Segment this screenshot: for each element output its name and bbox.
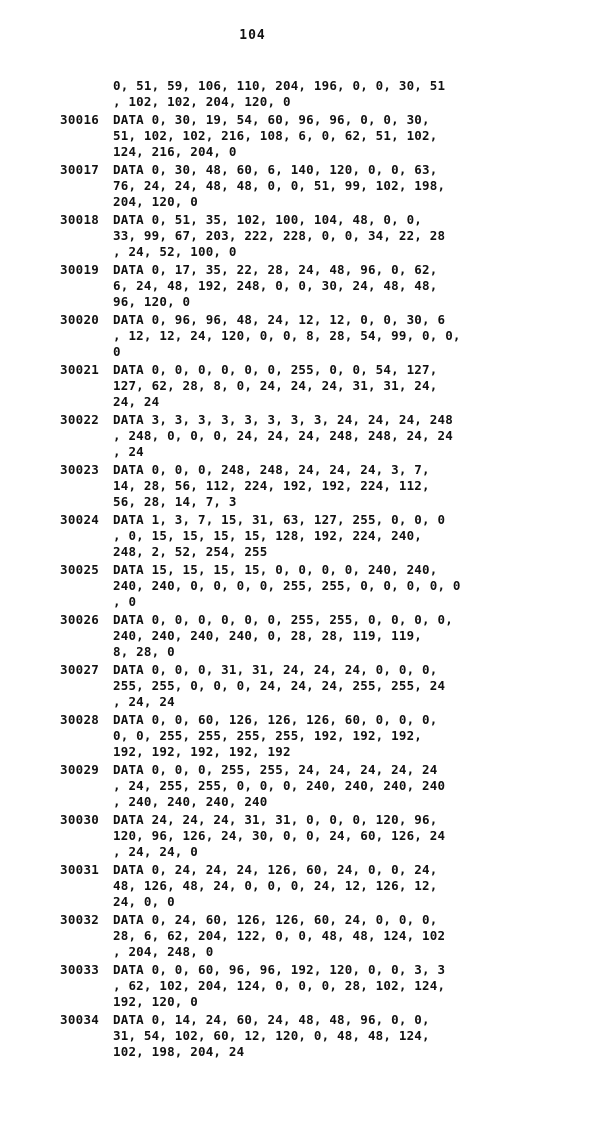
listing-entry (60, 1012, 430, 1060)
listing-entry (60, 112, 438, 160)
code-line: DATA 0, 14, 24, 60, 24, 48, 48, 96, 0, 0, (113, 1012, 430, 1027)
code-line: 0, 0, 255, 255, 255, 255, 192, 192, 192, (113, 728, 423, 743)
code-line: DATA 0, 0, 0, 255, 255, 24, 24, 24, 24, 24 (113, 762, 438, 777)
data-statement (113, 112, 437, 160)
code-line: 24, 24 (113, 394, 160, 409)
code-line: 6, 24, 48, 192, 248, 0, 0, 30, 24, 48, 48, (113, 278, 438, 293)
line-number: 30024 (60, 512, 100, 527)
data-statement (113, 612, 453, 660)
code-line: , 24, 24 (113, 694, 175, 709)
line-number: 30018 (60, 212, 100, 227)
code-line: DATA 0, 0, 0, 0, 0, 0, 255, 0, 0, 54, 127, (113, 362, 438, 377)
line-number: 30027 (60, 662, 100, 677)
data-statement (113, 962, 445, 1010)
listing-entry (60, 78, 446, 110)
line-number: 30029 (60, 762, 100, 777)
code-line: , 24 (113, 444, 144, 459)
code-line: DATA 0, 0, 60, 96, 96, 192, 120, 0, 0, 3, 3 (113, 962, 446, 977)
listing-entry (60, 662, 446, 710)
code-line: 204, 120, 0 (113, 194, 198, 209)
listing-entry (60, 962, 446, 1010)
code-line: 124, 216, 204, 0 (113, 144, 237, 159)
code-line: DATA 0, 96, 96, 48, 24, 12, 12, 0, 0, 30, 6 (113, 312, 446, 327)
code-line: , 0 (113, 594, 137, 609)
line-number: 30034 (60, 1012, 100, 1027)
code-line: , 24, 24, 0 (113, 844, 198, 859)
code-line: , 102, 102, 204, 120, 0 (113, 94, 291, 109)
line-number: 30030 (60, 812, 100, 827)
line-number: 30022 (60, 412, 100, 427)
code-line: , 240, 240, 240, 240 (113, 794, 268, 809)
listing-entry (60, 812, 446, 860)
code-line: 192, 192, 192, 192, 192 (113, 744, 291, 759)
data-statement (113, 212, 445, 260)
line-number: 30028 (60, 712, 100, 727)
data-statement (113, 812, 445, 860)
code-line: DATA 0, 17, 35, 22, 28, 24, 48, 96, 0, 62, (113, 262, 438, 277)
code-line: 192, 120, 0 (113, 994, 198, 1009)
code-line: , 0, 15, 15, 15, 15, 128, 192, 224, 240, (113, 528, 423, 543)
data-statement (113, 862, 437, 910)
data-statement (113, 912, 445, 960)
data-statement (113, 412, 453, 460)
data-statement (113, 762, 445, 810)
listing-entry (60, 462, 430, 510)
line-number: 30025 (60, 562, 100, 577)
code-line: 0 (113, 344, 121, 359)
code-line: 8, 28, 0 (113, 644, 175, 659)
listing-entry (60, 512, 446, 560)
code-line: DATA 1, 3, 7, 15, 31, 63, 127, 255, 0, 0, 0 (113, 512, 446, 527)
code-line: 56, 28, 14, 7, 3 (113, 494, 237, 509)
data-statement (113, 78, 445, 110)
code-line: , 12, 12, 24, 120, 0, 0, 8, 28, 54, 99, 0, 0, (113, 328, 461, 343)
code-line: DATA 0, 51, 35, 102, 100, 104, 48, 0, 0, (113, 212, 423, 227)
listing-entry (60, 412, 453, 460)
data-statement (113, 362, 437, 410)
code-line: 76, 24, 24, 48, 48, 0, 0, 51, 99, 102, 198, (113, 178, 446, 193)
code-line: 248, 2, 52, 254, 255 (113, 544, 268, 559)
line-number: 30031 (60, 862, 100, 877)
code-line: 31, 54, 102, 60, 12, 120, 0, 48, 48, 124, (113, 1028, 430, 1043)
code-line: 48, 126, 48, 24, 0, 0, 0, 24, 12, 126, 12, (113, 878, 438, 893)
code-line: 240, 240, 0, 0, 0, 0, 255, 255, 0, 0, 0, 0, 0 (113, 578, 461, 593)
basic-data-listing (60, 78, 461, 1062)
line-number: 30026 (60, 612, 100, 627)
code-line: 28, 6, 62, 204, 122, 0, 0, 48, 48, 124, 102 (113, 928, 446, 943)
data-statement (113, 712, 437, 760)
line-number: 30033 (60, 962, 100, 977)
data-statement (113, 312, 461, 360)
code-line: DATA 0, 0, 60, 126, 126, 126, 60, 0, 0, 0, (113, 712, 438, 727)
code-line: DATA 3, 3, 3, 3, 3, 3, 3, 3, 24, 24, 24, 248 (113, 412, 453, 427)
code-line: DATA 0, 0, 0, 248, 248, 24, 24, 24, 3, 7, (113, 462, 430, 477)
code-line: DATA 0, 0, 0, 31, 31, 24, 24, 24, 0, 0, 0, (113, 662, 438, 677)
code-line: 102, 198, 204, 24 (113, 1044, 245, 1059)
code-line: 255, 255, 0, 0, 0, 24, 24, 24, 255, 255, 24 (113, 678, 446, 693)
code-line: DATA 0, 0, 0, 0, 0, 0, 255, 255, 0, 0, 0, 0, (113, 612, 453, 627)
line-number: 30016 (60, 112, 100, 127)
data-statement (113, 262, 437, 310)
page-number: 104 (239, 28, 266, 43)
listing-entry (60, 362, 438, 410)
listing-entry (60, 262, 438, 310)
data-statement (113, 662, 445, 710)
line-number: 30017 (60, 162, 100, 177)
line-number: 30019 (60, 262, 100, 277)
listing-entry (60, 762, 446, 810)
code-line: 51, 102, 102, 216, 108, 6, 0, 62, 51, 102, (113, 128, 438, 143)
line-number: 30023 (60, 462, 100, 477)
listing-entry (60, 862, 438, 910)
code-line: , 24, 255, 255, 0, 0, 0, 240, 240, 240, 240 (113, 778, 446, 793)
code-line: 240, 240, 240, 240, 0, 28, 28, 119, 119, (113, 628, 423, 643)
code-line: 14, 28, 56, 112, 224, 192, 192, 224, 112, (113, 478, 430, 493)
code-line: , 62, 102, 204, 124, 0, 0, 0, 28, 102, 124, (113, 978, 446, 993)
data-statement (113, 512, 445, 560)
line-number: 30032 (60, 912, 100, 927)
code-line: 33, 99, 67, 203, 222, 228, 0, 0, 34, 22, 28 (113, 228, 446, 243)
code-line: 120, 96, 126, 24, 30, 0, 0, 24, 60, 126, 24 (113, 828, 446, 843)
data-statement (113, 462, 430, 510)
code-line: DATA 0, 30, 19, 54, 60, 96, 96, 0, 0, 30, (113, 112, 430, 127)
code-line: DATA 0, 30, 48, 60, 6, 140, 120, 0, 0, 63, (113, 162, 438, 177)
line-number: 30020 (60, 312, 100, 327)
listing-entry (60, 562, 461, 610)
code-line: 96, 120, 0 (113, 294, 191, 309)
code-line: DATA 0, 24, 60, 126, 126, 60, 24, 0, 0, 0, (113, 912, 438, 927)
data-statement (113, 562, 461, 610)
listing-entry (60, 162, 446, 210)
data-statement (113, 1012, 430, 1060)
code-line: 0, 51, 59, 106, 110, 204, 196, 0, 0, 30, 51 (113, 78, 446, 93)
code-line: , 248, 0, 0, 0, 24, 24, 24, 248, 248, 24, 24 (113, 428, 453, 443)
listing-entry (60, 312, 461, 360)
code-line: , 204, 248, 0 (113, 944, 214, 959)
line-number: 30021 (60, 362, 100, 377)
code-line: 24, 0, 0 (113, 894, 175, 909)
listing-entry (60, 712, 438, 760)
code-line: DATA 24, 24, 24, 31, 31, 0, 0, 0, 120, 96, (113, 812, 438, 827)
code-line: DATA 15, 15, 15, 15, 0, 0, 0, 0, 240, 240, (113, 562, 438, 577)
data-statement (113, 162, 445, 210)
listing-entry (60, 912, 446, 960)
listing-entry (60, 212, 446, 260)
code-line: , 24, 52, 100, 0 (113, 244, 237, 259)
code-line: 127, 62, 28, 8, 0, 24, 24, 24, 31, 31, 24, (113, 378, 438, 393)
listing-entry (60, 612, 453, 660)
code-line: DATA 0, 24, 24, 24, 126, 60, 24, 0, 0, 24, (113, 862, 438, 877)
